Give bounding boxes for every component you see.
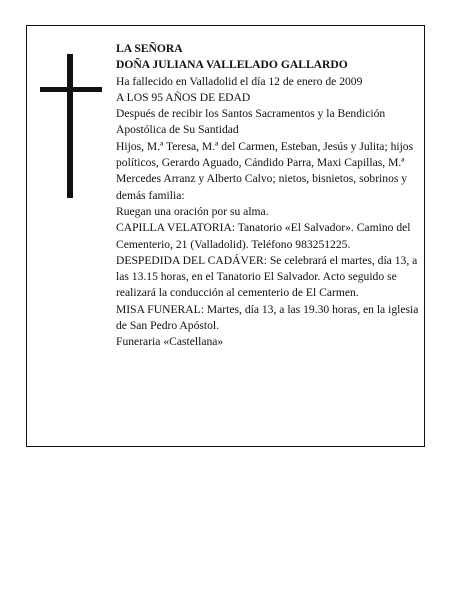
funeral-home: Funeraria «Castellana»: [116, 335, 224, 349]
farewell-info: DESPEDIDA DEL CADÁVER: Se celebrará el martes, día 13, a las 13.15 horas, en el Tanatorio El Salvador. Acto seguido se realizará la conducción al cementerio de El Carmen.: [116, 253, 418, 300]
age-line: A LOS 95 AÑOS DE EDAD: [116, 90, 251, 104]
cross-horizontal-bar: [40, 87, 102, 92]
notice-body: [116, 41, 421, 351]
obituary-notice: [26, 25, 425, 447]
sacraments-line: Después de recibir los Santos Sacramentos y la Bendición Apostólica de Su Santidad: [116, 107, 386, 137]
prayer-request: Ruegan una oración por su alma.: [116, 204, 269, 218]
chapel-info: CAPILLA VELATORIA: Tanatorio «El Salvador». Camino del Cementerio, 21 (Valladolid). Teléfono 983251225.: [116, 221, 411, 251]
notice-title: LA SEÑORA: [116, 42, 183, 55]
cross-vertical-bar: [67, 54, 73, 198]
funeral-mass-info: MISA FUNERAL: Martes, día 13, a las 19.30 horas, en la iglesia de San Pedro Apóstol.: [116, 302, 419, 333]
death-announcement: Ha fallecido en Valladolid el día 12 de enero de 2009: [116, 74, 363, 88]
deceased-name: DOÑA JULIANA VALLELADO GALLARDO: [116, 58, 348, 72]
family-list: Hijos, M.ª Teresa, M.ª del Carmen, Esteban, Jesús y Julita; hijos políticos, Gerardo Aguado, Cándido Parra, Maxi Capillas, M.ª Mercedes Arranz y Alberto Calvo; nietos, bisnietos, sobrinos y demás familia:: [116, 139, 414, 202]
cross-icon: [40, 54, 102, 198]
